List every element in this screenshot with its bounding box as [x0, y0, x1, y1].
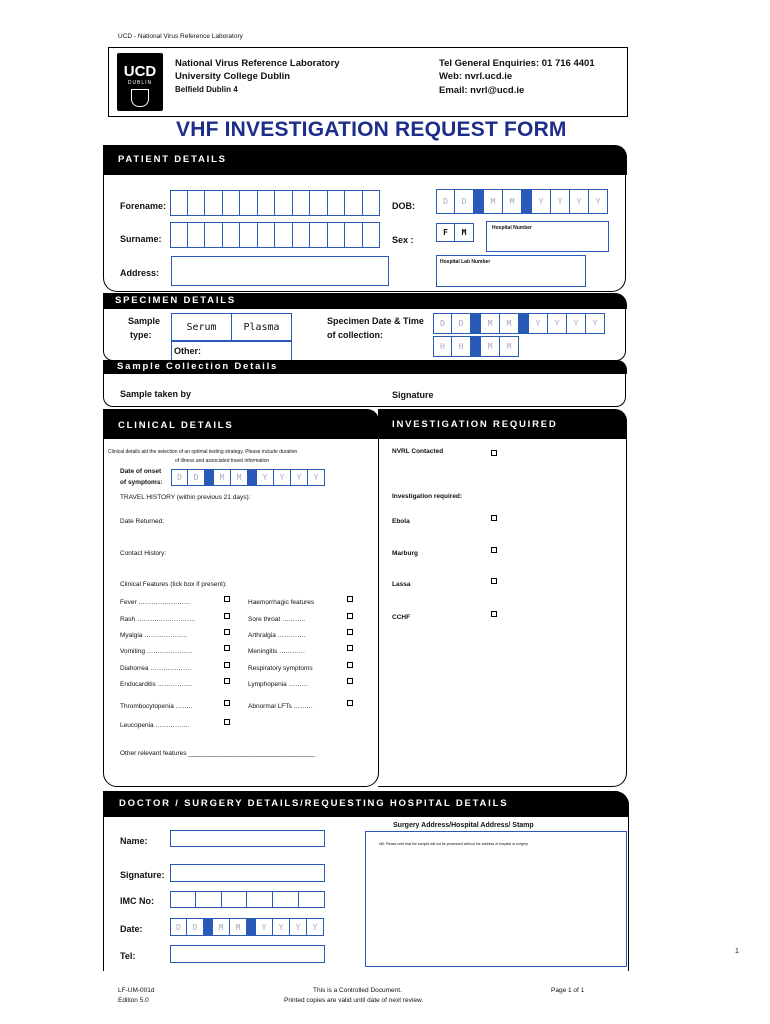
doctor-date-cell[interactable]: Y — [273, 918, 290, 936]
form-title: VHF INVESTIGATION REQUEST FORM — [176, 118, 567, 141]
doctor-tel-field[interactable] — [170, 945, 325, 963]
sex-field[interactable] — [436, 223, 474, 242]
surname-cell[interactable] — [170, 222, 188, 248]
feature-checkbox[interactable] — [347, 700, 353, 706]
surname-cell[interactable] — [345, 222, 363, 248]
feature-checkbox[interactable] — [224, 678, 230, 684]
doctor-date-field[interactable] — [170, 918, 324, 936]
feature-label: Thrombocytopenia …….. — [120, 703, 193, 710]
feature-checkbox[interactable] — [224, 613, 230, 619]
sex-m-option[interactable]: M — [455, 223, 474, 242]
specimen-date-cell[interactable]: Y — [567, 313, 586, 334]
dob-cell[interactable]: Y — [551, 189, 570, 214]
specimen-date-field[interactable] — [433, 313, 605, 334]
dob-cell — [522, 189, 532, 214]
lab-tel: Tel General Enquiries: 01 716 4401 — [439, 58, 595, 69]
specimen-date-cell[interactable]: D — [452, 313, 471, 334]
onset-date-cell[interactable]: Y — [291, 469, 308, 486]
address-field[interactable] — [171, 256, 389, 286]
dob-cell — [474, 189, 484, 214]
doctor-tel-label: Tel: — [120, 951, 136, 961]
specimen-date-cell — [519, 313, 529, 334]
feature-checkbox[interactable] — [347, 662, 353, 668]
doctor-date-cell[interactable]: D — [187, 918, 204, 936]
forename-cell[interactable] — [310, 190, 328, 216]
lab-university: University College Dublin — [175, 71, 291, 82]
imc-label: IMC No: — [120, 896, 154, 906]
investigation-item-label: Ebola — [392, 518, 410, 525]
investigation-item-checkbox[interactable] — [491, 547, 497, 553]
logo-text: UCD — [123, 63, 157, 80]
dob-cell[interactable]: Y — [570, 189, 589, 214]
specimen-date-label-2: of collection: — [327, 330, 383, 340]
feature-label: Fever …………………… — [120, 599, 191, 606]
investigation-item-label: Lassa — [392, 581, 411, 588]
imc-cell[interactable] — [273, 891, 299, 908]
onset-date-cell[interactable]: D — [188, 469, 205, 486]
feature-label: Respiratory symptoms — [248, 665, 313, 672]
onset-date-cell — [205, 469, 214, 486]
imc-cell[interactable] — [222, 891, 248, 908]
serum-option[interactable]: Serum — [172, 314, 232, 340]
feature-label: Lymphopenia ……… — [248, 681, 309, 688]
feature-label: Endocarditis ……………. — [120, 681, 192, 688]
onset-date-cell — [248, 469, 257, 486]
clinical-note-2: of illness and associated travel information — [175, 458, 270, 464]
dob-cell[interactable]: Y — [532, 189, 551, 214]
investigation-item-checkbox[interactable] — [491, 515, 497, 521]
doctor-name-field[interactable] — [170, 830, 325, 847]
surname-label: Surname: — [120, 234, 162, 244]
imc-cell[interactable] — [196, 891, 222, 908]
stamp-heading: Surgery Address/Hospital Address/ Stamp — [393, 822, 534, 829]
other-features-label: Other relevant features ___________________________________ — [120, 750, 315, 757]
imc-cell[interactable] — [299, 891, 325, 908]
doctor-date-cell[interactable]: Y — [256, 918, 273, 936]
onset-date-cell[interactable]: Y — [257, 469, 274, 486]
dob-field[interactable] — [436, 189, 608, 214]
side-page-number: 1 — [735, 948, 739, 955]
specimen-date-cell[interactable]: Y — [548, 313, 567, 334]
doctor-signature-label: Signature: — [120, 870, 165, 880]
surname-cell[interactable] — [328, 222, 346, 248]
forename-label: Forename: — [120, 201, 167, 211]
forename-cell[interactable] — [258, 190, 276, 216]
nvrl-contacted-checkbox[interactable] — [491, 450, 497, 456]
investigation-panel — [378, 409, 627, 787]
doc-id: LF-UM-001d — [118, 987, 155, 994]
clinical-heading-band — [103, 409, 379, 439]
forename-cell[interactable] — [170, 190, 188, 216]
investigation-item-checkbox[interactable] — [491, 611, 497, 617]
forename-cell[interactable] — [293, 190, 311, 216]
specimen-heading-band — [103, 293, 627, 309]
other-sample-label: Other: — [174, 346, 201, 356]
forename-cell[interactable] — [188, 190, 206, 216]
feature-checkbox[interactable] — [224, 596, 230, 602]
lab-web: Web: nvrl.ucd.ie — [439, 71, 513, 82]
feature-label: Vomiting ………………… — [120, 648, 193, 655]
dob-cell[interactable]: M — [484, 189, 503, 214]
collection-heading-band — [103, 360, 627, 374]
edition: Edition 5.0 — [118, 997, 149, 1004]
collection-heading: Sample Collection Details — [117, 361, 279, 372]
shield-icon — [131, 89, 149, 107]
hospital-lab-number-label: Hospital Lab Number — [440, 259, 491, 265]
feature-label: Haemorrhagic features — [248, 599, 315, 606]
surname-cell[interactable] — [293, 222, 311, 248]
doctor-name-label: Name: — [120, 836, 148, 846]
feature-label: Leucopenia ……………. — [120, 722, 190, 729]
onset-date-cell[interactable]: Y — [274, 469, 291, 486]
specimen-date-cell[interactable]: M — [500, 313, 519, 334]
investigation-item-checkbox[interactable] — [491, 578, 497, 584]
sample-type-label: Sample — [128, 316, 161, 326]
feature-checkbox[interactable] — [224, 719, 230, 725]
onset-date-cell[interactable]: Y — [308, 469, 325, 486]
clinical-panel — [103, 409, 379, 787]
specimen-time-cell[interactable]: M — [500, 336, 519, 357]
doctor-date-cell[interactable]: Y — [290, 918, 307, 936]
clinical-note-1: Clinical details aid the selection of an optimal testing strategy. Please include duration — [108, 449, 298, 455]
forename-cell[interactable] — [223, 190, 241, 216]
specimen-time-cell[interactable]: H — [433, 336, 452, 357]
onset-date-cell[interactable]: M — [214, 469, 231, 486]
lab-name: National Virus Reference Laboratory — [175, 58, 340, 69]
doctor-heading: DOCTOR / SURGERY DETAILS/REQUESTING HOSPITAL DETAILS — [119, 798, 509, 809]
onset-date-cell[interactable]: M — [231, 469, 248, 486]
dob-cell[interactable]: D — [436, 189, 455, 214]
forename-cell[interactable] — [205, 190, 223, 216]
hospital-lab-number-field[interactable] — [436, 255, 586, 287]
surname-cell[interactable] — [275, 222, 293, 248]
specimen-date-cell[interactable]: Y — [586, 313, 605, 334]
specimen-heading: SPECIMEN DETAILS — [115, 295, 236, 306]
controlled-notice: This is a Controlled Document. — [313, 987, 402, 994]
surname-field[interactable] — [170, 222, 380, 248]
dob-cell[interactable]: D — [455, 189, 474, 214]
contact-history-label: Contact History: — [120, 550, 167, 557]
dob-cell[interactable]: Y — [589, 189, 608, 214]
sample-type-options — [171, 313, 292, 341]
forename-field[interactable] — [170, 190, 380, 216]
hospital-number-field[interactable] — [486, 221, 609, 252]
imc-cell[interactable] — [247, 891, 273, 908]
address-label: Address: — [120, 268, 160, 278]
doctor-date-cell[interactable]: Y — [307, 918, 324, 936]
lab-email: Email: nvrl@ucd.ie — [439, 85, 525, 96]
specimen-date-cell[interactable]: M — [481, 313, 500, 334]
running-header: UCD - National Virus Reference Laboratory — [118, 33, 243, 40]
investigation-required-label: Investigation required: — [392, 493, 463, 500]
feature-checkbox[interactable] — [224, 662, 230, 668]
clinical-features-label: Clinical Features (tick box if present): — [120, 581, 227, 588]
forename-cell[interactable] — [328, 190, 346, 216]
sex-label: Sex : — [392, 235, 414, 245]
printed-notice: Printed copies are valid until date of next review. — [284, 997, 424, 1004]
ucd-logo — [117, 53, 163, 111]
feature-label: Myalgia ……………….. — [120, 632, 187, 639]
specimen-date-cell[interactable]: Y — [529, 313, 548, 334]
doctor-date-cell — [247, 918, 256, 936]
patient-heading: PATIENT DETAILS — [118, 154, 227, 165]
lab-address: Belfield Dublin 4 — [175, 85, 238, 94]
date-returned-label: Date Returned: — [120, 518, 165, 525]
investigation-heading: INVESTIGATION REQUIRED — [392, 419, 558, 430]
imc-field[interactable] — [170, 891, 325, 908]
specimen-time-cell[interactable]: M — [481, 336, 500, 357]
travel-history-label: TRAVEL HISTORY (within previous 21 days): — [120, 494, 251, 501]
lab-header — [108, 47, 628, 117]
collection-signature-label: Signature — [392, 390, 434, 400]
sample-type-label-2: type: — [130, 330, 152, 340]
feature-checkbox[interactable] — [347, 678, 353, 684]
specimen-date-label: Specimen Date & Time — [327, 316, 424, 326]
feature-checkbox[interactable] — [347, 645, 353, 651]
dob-label: DOB: — [392, 201, 415, 211]
doctor-date-cell[interactable]: D — [170, 918, 187, 936]
feature-label: Sore throat ……….. — [248, 616, 306, 623]
surname-cell[interactable] — [310, 222, 328, 248]
surname-cell[interactable] — [223, 222, 241, 248]
feature-checkbox[interactable] — [347, 596, 353, 602]
doctor-signature-field[interactable] — [170, 864, 325, 882]
specimen-date-cell — [471, 313, 481, 334]
clinical-heading: CLINICAL DETAILS — [118, 420, 234, 431]
specimen-time-field[interactable] — [433, 336, 519, 357]
patient-heading-band — [103, 145, 627, 175]
forename-cell[interactable] — [363, 190, 381, 216]
surname-cell[interactable] — [258, 222, 276, 248]
feature-label: Rash ……………………… — [120, 616, 196, 623]
feature-checkbox[interactable] — [347, 613, 353, 619]
feature-checkbox[interactable] — [224, 629, 230, 635]
onset-date-cell[interactable]: D — [171, 469, 188, 486]
specimen-date-cell[interactable]: D — [433, 313, 452, 334]
logo-subtext: DUBLIN — [127, 80, 153, 86]
dob-cell[interactable]: M — [503, 189, 522, 214]
plasma-option[interactable]: Plasma — [243, 321, 280, 333]
onset-date-field[interactable] — [171, 469, 325, 486]
stamp-field[interactable] — [365, 831, 627, 967]
hospital-number-label: Hospital Number — [492, 225, 533, 231]
nvrl-contacted-label: NVRL Contacted — [392, 448, 444, 455]
feature-checkbox[interactable] — [224, 700, 230, 706]
stamp-note: NB: Please note that the sample will not be processed without the address of hospital or surgery — [379, 842, 528, 846]
onset-label-2: of symptoms: — [120, 479, 163, 486]
onset-label-1: Date of onset — [120, 468, 162, 475]
surname-cell[interactable] — [240, 222, 258, 248]
forename-cell[interactable] — [240, 190, 258, 216]
page-number: Page 1 of 1 — [551, 987, 585, 994]
investigation-item-label: Marburg — [392, 550, 418, 557]
feature-checkbox[interactable] — [347, 629, 353, 635]
forename-cell[interactable] — [275, 190, 293, 216]
doctor-date-cell[interactable]: M — [213, 918, 230, 936]
feature-checkbox[interactable] — [224, 645, 230, 651]
feature-label: Arthralgia …………. — [248, 632, 306, 639]
sample-taken-by-label: Sample taken by — [120, 389, 192, 399]
other-sample-field[interactable] — [171, 341, 292, 361]
investigation-heading-band — [378, 409, 627, 439]
feature-label: Meningitis ………… — [248, 648, 306, 655]
forename-cell[interactable] — [345, 190, 363, 216]
feature-label: Abnormal LFTs ……… — [248, 703, 314, 710]
feature-label: Diahorrea ………………. — [120, 665, 192, 672]
surname-cell[interactable] — [363, 222, 381, 248]
surname-cell[interactable] — [205, 222, 223, 248]
specimen-time-cell[interactable]: H — [452, 336, 471, 357]
doctor-date-cell — [204, 918, 213, 936]
doctor-date-label: Date: — [120, 924, 143, 934]
sex-f-option[interactable]: F — [436, 223, 455, 242]
doctor-date-cell[interactable]: M — [230, 918, 247, 936]
investigation-item-label: CCHF — [392, 614, 411, 621]
doctor-heading-band — [103, 791, 629, 817]
surname-cell[interactable] — [188, 222, 206, 248]
specimen-time-cell — [471, 336, 481, 357]
imc-cell[interactable] — [170, 891, 196, 908]
